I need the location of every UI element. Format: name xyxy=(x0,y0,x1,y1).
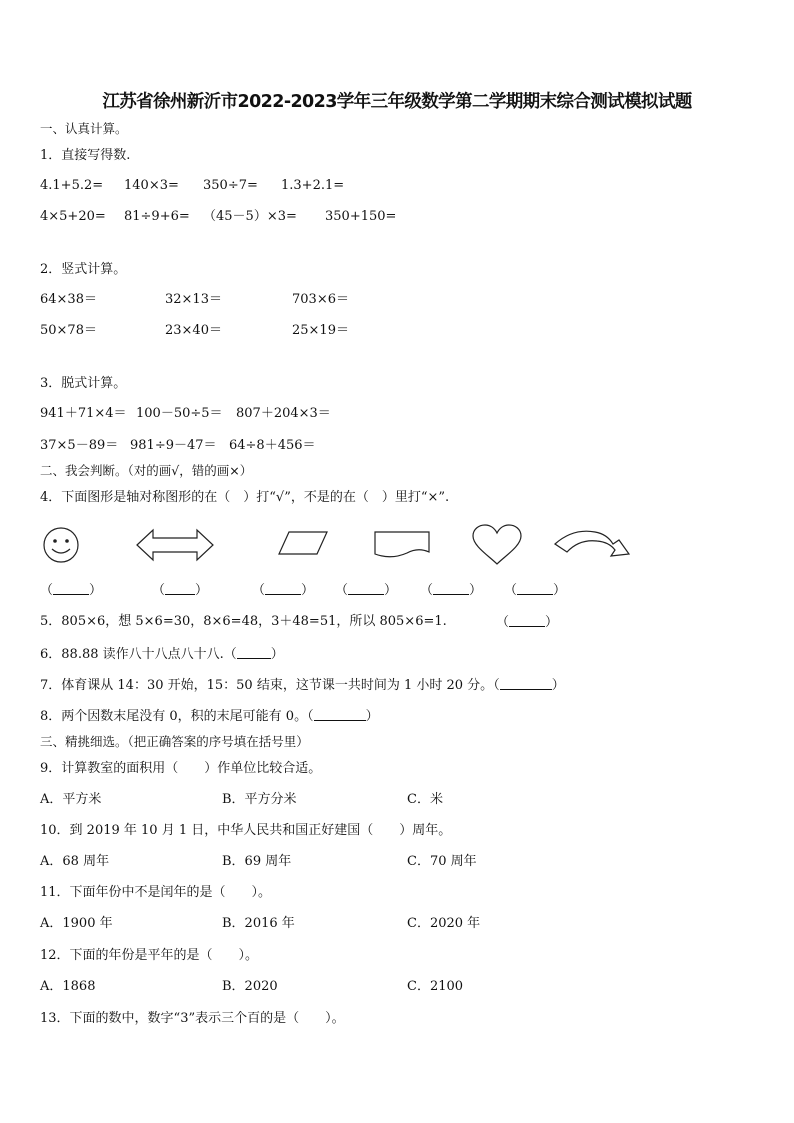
q4-answer-blank[interactable]: （ ） xyxy=(504,583,567,598)
section-3-heading: 三、精挑细选。（把正确答案的序号填在括号里） xyxy=(40,734,309,749)
q9-option-a[interactable]: A．平方米 xyxy=(40,792,102,807)
q9-option-c[interactable]: C．米 xyxy=(407,792,443,807)
q10-option-b[interactable]: B．69 周年 xyxy=(222,854,292,869)
q1-item: 81÷9+6= xyxy=(124,209,190,224)
q11-option-b[interactable]: B．2016 年 xyxy=(222,916,295,931)
q1-label: 1．直接写得数. xyxy=(40,148,131,163)
wavy-flag-icon xyxy=(373,530,431,560)
curved-arrow-icon xyxy=(553,524,633,560)
q2-item: 50×78＝ xyxy=(40,323,97,338)
q1-item: 4.1+5.2= xyxy=(40,178,104,193)
q2-item: 64×38＝ xyxy=(40,292,97,307)
q4-answer-blank[interactable]: （ ） xyxy=(335,583,398,598)
q4-answer-blank[interactable]: （ ） xyxy=(420,583,483,598)
q2-item: 703×6＝ xyxy=(292,292,349,307)
q1-item: 1.3+2.1= xyxy=(281,178,345,193)
q8-text: 8．两个因数末尾没有 0，积的末尾可能有 0。（ ） xyxy=(40,709,379,724)
q3-item: 981÷9－47＝ xyxy=(130,438,217,453)
q4-answer-blank[interactable]: （ ） xyxy=(252,583,315,598)
q12-text: 12．下面的年份是平年的是（ ）。 xyxy=(40,948,259,963)
section-2-heading: 二、我会判断。（对的画√，错的画×） xyxy=(40,463,253,478)
smiley-face-icon xyxy=(40,526,82,564)
q1-item: 4×5+20= xyxy=(40,209,106,224)
q1-item: 140×3= xyxy=(124,178,179,193)
q10-option-a[interactable]: A．68 周年 xyxy=(40,854,110,869)
q1-item: 350÷7= xyxy=(203,178,258,193)
q3-item: 100－50÷5＝ xyxy=(136,406,223,421)
q1-item: （45－5）×3= xyxy=(203,209,297,224)
q3-item: 37×5－89＝ xyxy=(40,438,119,453)
double-arrow-icon xyxy=(135,528,215,562)
q12-option-a[interactable]: A．1868 xyxy=(40,979,96,994)
q11-option-c[interactable]: C．2020 年 xyxy=(407,916,481,931)
q6-text: 6．88.88 读作八十八点八十八.（ ） xyxy=(40,647,284,662)
q4-answer-blank[interactable]: （ ） xyxy=(152,583,209,598)
q5-text: 5．805×6，想 5×6=30，8×6=48，3＋48=51，所以 805×6=1. xyxy=(40,614,447,629)
q13-text: 13．下面的数中，数字“3”表示三个百的是（ ）。 xyxy=(40,1011,345,1026)
q9-text: 9．计算教室的面积用（ ）作单位比较合适。 xyxy=(40,761,322,776)
q4-text: 4．下面图形是轴对称图形的在（ ）打“√”，不是的在（ ）里打“×”. xyxy=(40,490,450,505)
q2-item: 25×19＝ xyxy=(292,323,349,338)
page-title: 江苏省徐州新沂市2022-2023学年三年级数学第二学期期末综合测试模拟试题 xyxy=(102,92,692,112)
q3-item: 807＋204×3＝ xyxy=(236,406,331,421)
q2-label: 2．竖式计算。 xyxy=(40,262,127,277)
q11-text: 11．下面年份中不是闰年的是（ ）。 xyxy=(40,885,272,900)
q3-item: 941＋71×4＝ xyxy=(40,406,127,421)
q3-label: 3．脱式计算。 xyxy=(40,376,127,391)
q12-option-b[interactable]: B．2020 xyxy=(222,979,278,994)
q1-item: 350+150= xyxy=(325,209,397,224)
q10-option-c[interactable]: C．70 周年 xyxy=(407,854,477,869)
parallelogram-icon xyxy=(277,530,329,556)
q12-option-c[interactable]: C．2100 xyxy=(407,979,464,994)
q2-item: 32×13＝ xyxy=(165,292,222,307)
q3-item: 64÷8＋456＝ xyxy=(229,438,316,453)
heart-icon xyxy=(471,524,523,566)
q9-option-b[interactable]: B．平方分米 xyxy=(222,792,297,807)
q11-option-a[interactable]: A．1900 年 xyxy=(40,916,113,931)
q7-text: 7．体育课从 14：30 开始，15：50 结束，这节课一共时间为 1 小时 20 分。（ ） xyxy=(40,678,565,693)
q5-answer-blank[interactable]: （ ） xyxy=(496,615,559,630)
q4-answer-blank[interactable]: （ ） xyxy=(40,583,103,598)
q10-text: 10．到 2019 年 10 月 1 日，中华人民共和国正好建国（ ）周年。 xyxy=(40,823,452,838)
q2-item: 23×40＝ xyxy=(165,323,222,338)
section-1-heading: 一、认真计算。 xyxy=(40,121,128,136)
